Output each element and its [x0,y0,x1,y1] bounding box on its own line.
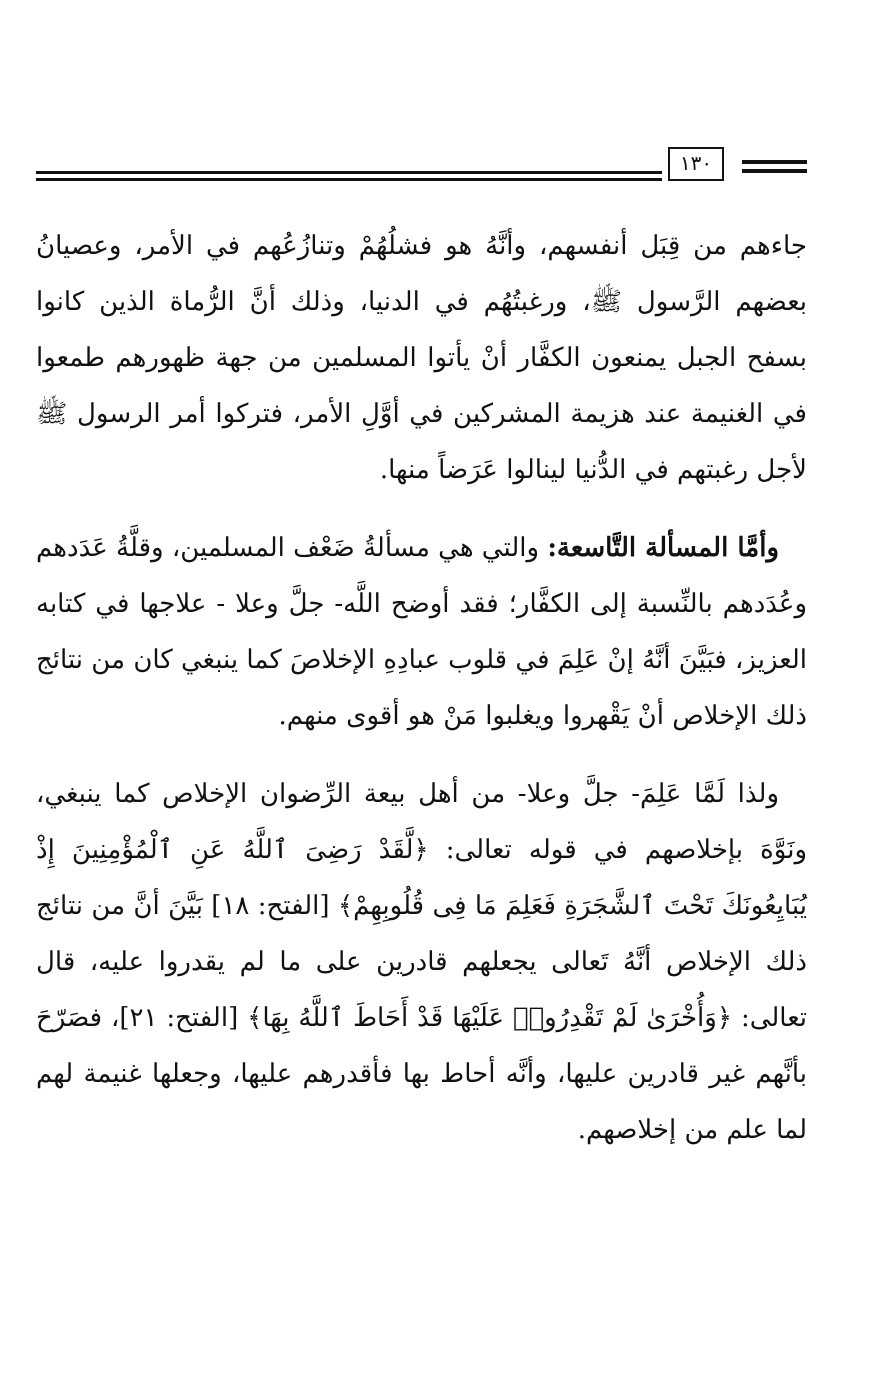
page-body [36,218,807,1158]
paragraph-2 [36,520,807,744]
header-ornament-rule-top [742,160,807,164]
header-rule-bottom [36,178,662,181]
paragraph-3 [36,766,807,1158]
paragraph-2-heading: وأمَّا المسألة التَّاسعة: [547,533,780,563]
paragraph-2-text: والتي هي مسألةُ ضَعْف المسلمين، وقلَّةُ عَدَدهم وعُدَدهم بالنِّسبة إلى الكفَّار؛ فقد أوضح اللَّه- جلَّ وعلا - علاجها في كتابه العزيز، فبَيَّنَ أنَّهُ إنْ عَلِمَ في قلوب عبادِهِ الإخلاصَ كما ينبغي كان من نتائج ذلك الإخلاص أنْ يَقْهروا ويغلبوا مَنْ هو أقوى منهم. [36,533,807,731]
page-number: ١٣٠ [668,147,724,181]
paragraph-1-text: جاءهم من قِبَل أنفسهم، وأنَّهُ هو فشلُهُمْ وتنازُعُهم في الأمر، وعصيانُ بعضهم الرَّسول ﷺ، ورغبتُهُم في الدنيا، وذلك أنَّ الرُّماة الذين كانوا بسفح الجبل يمنعون الكفَّار أنْ يأتوا المسلمين من جهة ظهورهم طمعوا في الغنيمة عند هزيمة المشركين في أوَّلِ الأمر، فتركوا أمر الرسول ﷺ لأجل رغبتهم في الدُّنيا لينالوا عَرَضاً منها. [36,231,807,485]
header-rule-top [36,171,662,174]
paragraph-3-text: ولذا لَمَّا عَلِمَ- جلَّ وعلا- من أهل بيعة الرِّضوان الإخلاص كما ينبغي، ونَوَّهَ بإخلاصهم في قوله تعالى: ﴿لَّقَدْ رَضِىَ ٱللَّهُ عَنِ ٱلْمُؤْمِنِينَ إِذْ يُبَايِعُونَكَ تَحْتَ ٱلشَّجَرَةِ فَعَلِمَ مَا فِى قُلُوبِهِمْ﴾ [الفتح: ١٨] بَيَّنَ أنَّ من نتائج ذلك الإخلاص أنَّهُ تَعالى يجعلهم قادرين على ما لم يقدروا عليه، قال تعالى: ﴿وَأُخْرَىٰ لَمْ تَقْدِرُوا۟ عَلَيْهَا قَدْ أَحَاطَ ٱللَّهُ بِهَا﴾ [الفتح: ٢١]، فصَرّحَ بأنَّهم غير قادرين عليها، وأنَّه أحاط بها فأقدرهم عليها، وجعلها غنيمة لهم لما علم من إخلاصهم. [36,779,808,1145]
paragraph-1 [36,218,807,498]
page-header [36,147,807,187]
header-ornament-rule-bottom [742,169,807,173]
